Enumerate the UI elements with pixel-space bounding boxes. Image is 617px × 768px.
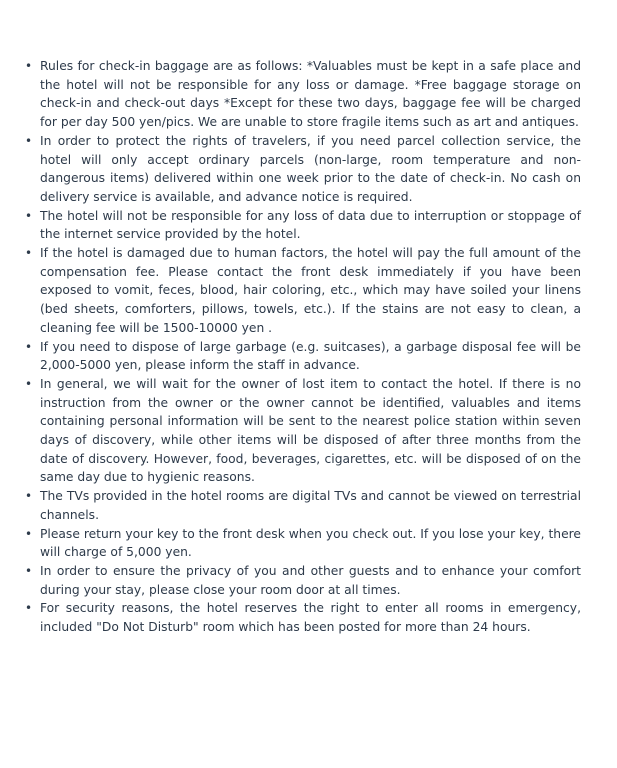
rule-text: If the hotel is damaged due to human factors, the hotel will pay the full amount of the compensation fee. Please contact the front desk immediately if you have been exposed to vomit, feces, blood, hair coloring, etc., which may have soiled your linens (bed sheets, comforters, pillows, towels, etc.). If the stains are not easy to clean, a cleaning fee will be 1500-10000 yen . [40, 246, 581, 335]
bullet-icon: • [25, 526, 33, 541]
rule-text: The TVs provided in the hotel rooms are digital TVs and cannot be viewed on terrestrial channels. [40, 489, 581, 522]
bullet-icon: • [25, 59, 33, 73]
rule-item-privacy [25, 562, 581, 599]
rule-text: Please return your key to the front desk when you check out. If you lose your key, there will charge of 5,000 yen. [40, 526, 581, 560]
rule-item-internet [25, 207, 581, 244]
bullet-icon: • [25, 339, 33, 354]
rule-text: The hotel will not be responsible for any loss of data due to interruption or stoppage of the internet service provided by the hotel. [40, 208, 581, 242]
bullet-icon: • [25, 563, 33, 578]
rule-item-tv [25, 487, 581, 524]
rule-item-parcels [25, 132, 581, 207]
bullet-icon: • [25, 133, 33, 148]
rule-item-damage [25, 244, 581, 338]
bullet-icon: • [25, 208, 33, 223]
rule-text: In order to protect the rights of travelers, if you need parcel collection service, the hotel will only accept ordinary parcels (non-large, room temperature and non-dangerous items) delivered within one week prior to the date of check-in. No cash on delivery service is available, and advance notice is required. [40, 133, 581, 204]
rule-item-security [25, 599, 581, 636]
rule-item-baggage [25, 57, 581, 132]
bullet-icon: • [25, 601, 33, 616]
rule-text: In order to ensure the privacy of you and other guests and to enhance your comfort during your stay, please close your room door at all times. [40, 563, 581, 597]
rule-text: If you need to dispose of large garbage (e.g. suitcases), a garbage disposal fee will be 2,000-5000 yen, please inform the staff in advance. [40, 339, 581, 373]
rule-text: In general, we will wait for the owner of lost item to contact the hotel. If there is no instruction from the owner or the owner cannot be identified, valuables and items containing personal information will be sent to the nearest police station within seven days of discovery, while other items will be disposed of after three months from the date of discovery. However, food, beverages, cigarettes, etc. will be disposed of on the same day due to hygienic reasons. [40, 376, 581, 485]
rule-text: Rules for check-in baggage are as follows: *Valuables must be kept in a safe place and the hotel will not be responsible for any loss or damage. *Free baggage storage on check-in and check-out days *Except for these two days, baggage fee will be charged for per day 500 yen/pics. We are unable to store fragile items such as art and antiques. [40, 59, 581, 130]
hotel-rules-list [25, 57, 581, 637]
rule-item-garbage [25, 338, 581, 375]
bullet-icon: • [25, 376, 33, 391]
bullet-icon: • [25, 489, 33, 504]
rule-item-lost-items [25, 375, 581, 487]
rule-item-key [25, 525, 581, 562]
bullet-icon: • [25, 246, 33, 261]
rule-text: For security reasons, the hotel reserves the right to enter all rooms in emergency, included "Do Not Disturb" room which has been posted for more than 24 hours. [40, 601, 581, 635]
